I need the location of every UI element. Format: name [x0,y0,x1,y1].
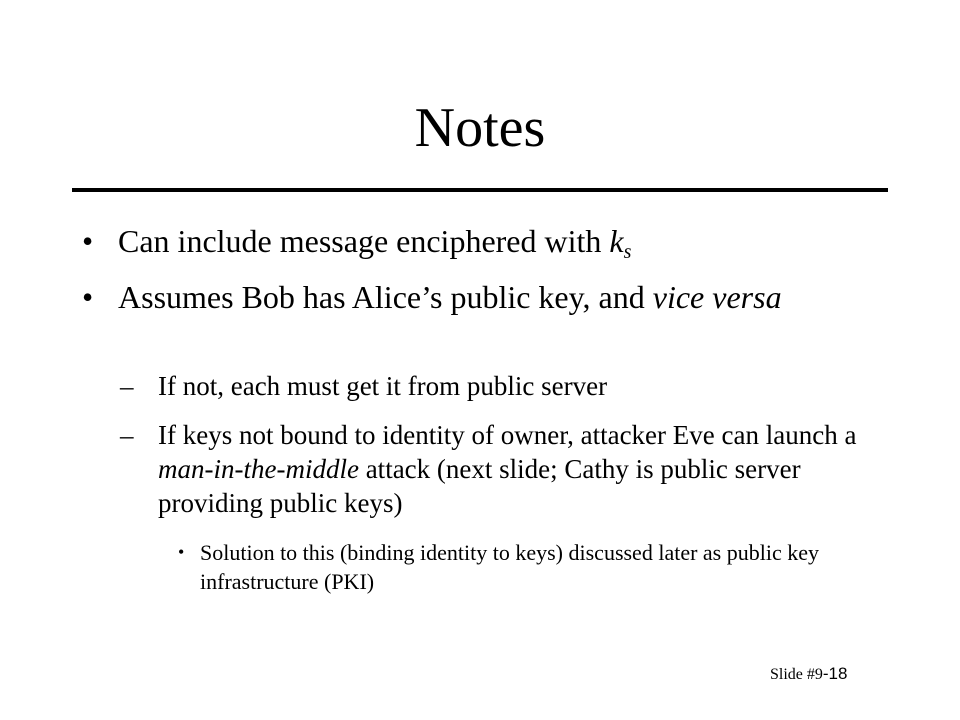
slide-number-label: Slide #9 [770,666,823,683]
slide-number-value: -18 [822,664,848,683]
sub-bullet-text: If keys not bound to identity of owner, attacker Eve can launch a [158,420,857,450]
sub-sub-bullet-item-1 [178,538,860,596]
slide-title: Notes [414,97,546,159]
sub-bullet-italic-text: man-in-the-middle [158,454,359,484]
bullet-item-1 [82,221,898,263]
bullet-marker: • [82,223,94,259]
bullet-italic-text: vice versa [652,279,782,315]
bullet-text: Can include message enciphered with [118,223,610,259]
bullet-text: Assumes Bob has Alice’s public key, and [118,279,653,315]
sub-bullet-text: If not, each must get it from public server [158,371,608,401]
key-subscript: s [623,241,632,263]
sub-bullet-item-1 [120,369,898,403]
bullet-item-2 [82,277,898,318]
key-variable: k [609,223,624,259]
bullet-marker: • [82,279,94,315]
dash-marker: – [120,371,134,401]
sub-sub-bullet-text: Solution to this (binding identity to keys) discussed later as public key infrastructure (PKI) [200,540,819,594]
slide-number [770,664,847,685]
sub-bullet-text-end: attack (next slide; Cathy is public server providing public keys) [158,454,801,518]
bullet-marker: • [178,542,185,562]
dash-marker: – [120,420,134,450]
sub-bullet-item-2 [120,418,898,520]
title-divider [72,188,888,192]
